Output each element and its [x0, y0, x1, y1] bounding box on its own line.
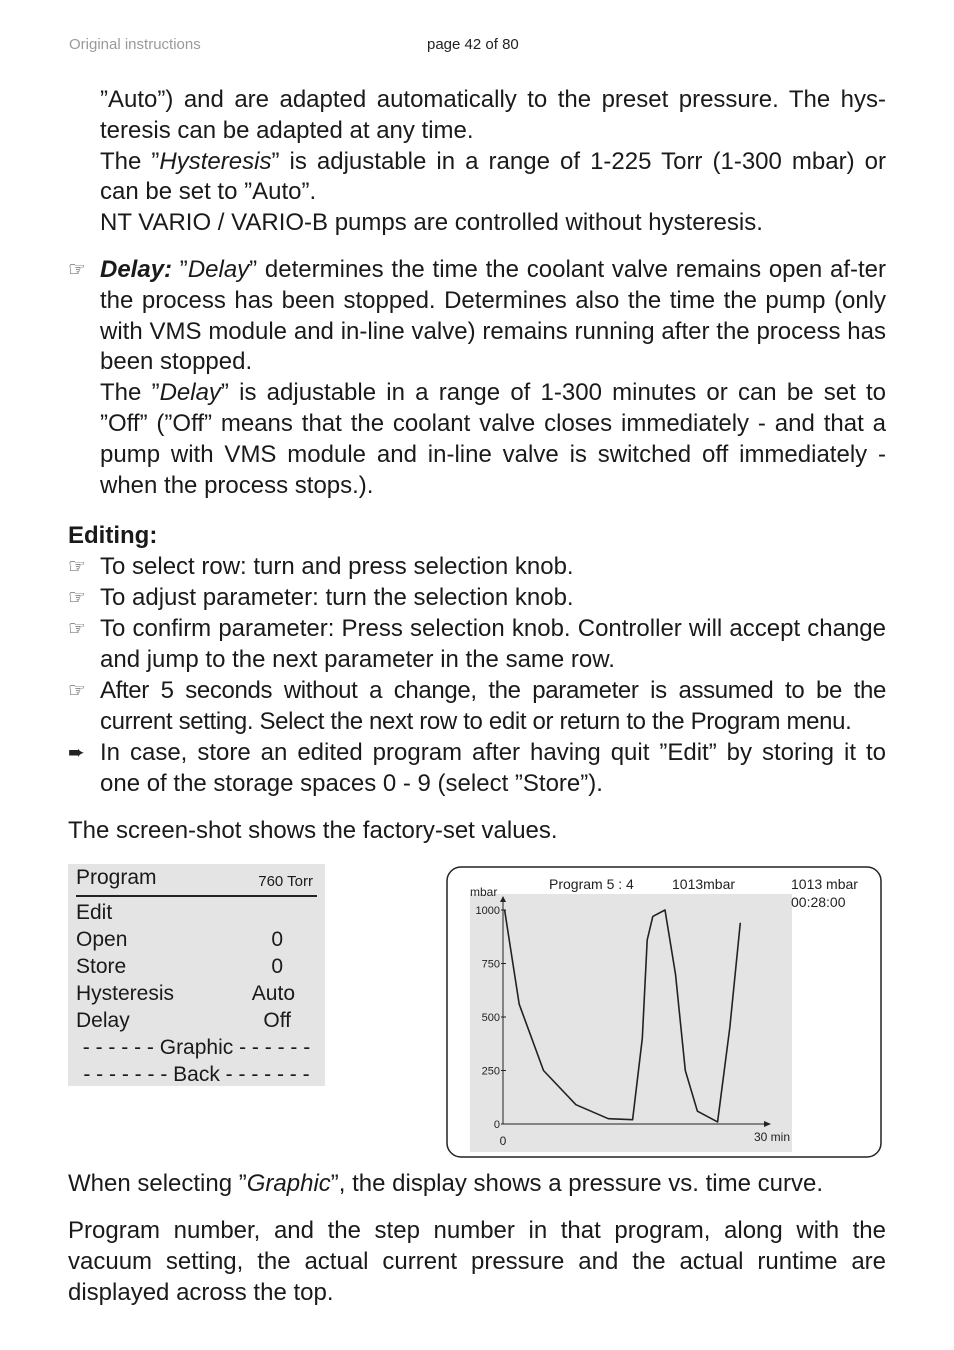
menu-title: Program [76, 866, 157, 889]
current-pressure-label: 1013 mbar [791, 876, 858, 892]
setpoint-label: 1013mbar [672, 876, 736, 892]
header-original-instructions: Original instructions [69, 36, 201, 53]
pointing-hand-icon: ☞ [68, 618, 86, 640]
menu-row-store[interactable] [76, 953, 317, 980]
delay-label: Delay: [100, 256, 173, 283]
editing-item-4: After 5 seconds without a change, the parameter is assumed to be the current setting. Select the next row to edit or return to the Program menu. [100, 677, 886, 735]
delay-quote: ” [172, 256, 188, 283]
arrow-icon: ➨ [68, 742, 85, 764]
x-tick-end: 30 min [754, 1130, 791, 1144]
display-description: Program number, and the step number in that program, along with the vacuum setting, the actual current pressure and the actual runtime are displayed across the top. [68, 1217, 886, 1306]
delay-text2-pre: The ” [100, 379, 160, 407]
plot-area [470, 894, 792, 1152]
intro-line2-pre: The ” [100, 147, 160, 175]
y-tick-label: 750 [481, 958, 500, 971]
menu-row-value: Auto [251, 982, 295, 1005]
menu-row-label: Hysteresis [76, 982, 175, 1005]
menu-pressure: 760 Torr [258, 873, 313, 890]
editing-heading: Editing: [68, 522, 158, 549]
runtime-label: 00:28:00 [791, 894, 846, 910]
menu-row-label: Store [76, 955, 127, 978]
pointing-hand-icon: ☞ [68, 259, 86, 281]
editing-note: In case, store an edited program after having quit ”Edit” by storing it to one of the storage spaces 0 - 9 (select ”Store”). [100, 739, 886, 797]
intro-line3: NT VARIO / VARIO-B pumps are controlled without hysteresis. [100, 209, 763, 237]
pointing-hand-icon: ☞ [68, 680, 86, 702]
delay-text [100, 255, 886, 501]
pressure-graph-display [446, 866, 882, 1158]
menu-row-label: Edit [76, 901, 113, 924]
y-tick-label: 1000 [475, 905, 500, 917]
delay-text2-italic: Delay [159, 379, 221, 407]
menu-row-value: Off [263, 1009, 291, 1032]
screenshot-caption: The screen-shot shows the factory-set values. [68, 817, 558, 844]
pointing-hand-icon: ☞ [68, 556, 86, 578]
closing-p1-post: ”, the display shows a pressure vs. time curve. [330, 1170, 823, 1197]
program-step-label: Program 5 : 4 [549, 876, 634, 892]
pointing-hand-icon: ☞ [68, 587, 86, 609]
editing-item-3: To confirm parameter: Press selection knob. Controller will accept change and jump to the next parameter in the same row. [100, 615, 886, 673]
menu-graphic-item[interactable]: - - - - - - Graphic - - - - - - [82, 1036, 311, 1059]
y-tick-label: 250 [481, 1065, 500, 1078]
menu-divider [76, 895, 317, 897]
intro-line2-post: ” is adjustable in a range of 1-225 Torr (1-300 mbar) or can be set to ”Auto”. [100, 147, 887, 206]
intro-line1: ”Auto”) and are adapted automatically to the preset pressure. The hys-teresis can be adapted at any time. [100, 86, 886, 144]
menu-row-delay[interactable] [76, 1007, 317, 1034]
editing-item-1: To select row: turn and press selection knob. [100, 553, 574, 580]
program-menu-display [68, 864, 325, 1086]
editing-item-2: To adjust parameter: turn the selection knob. [100, 584, 574, 611]
menu-row-hysteresis[interactable] [76, 980, 317, 1007]
hysteresis-text [100, 85, 886, 239]
y-unit-label: mbar [470, 885, 498, 899]
delay-italic: Delay [187, 256, 250, 283]
y-tick-label: 0 [493, 1119, 500, 1131]
menu-row-value: 0 [271, 928, 283, 951]
closing-p1-italic: Graphic [246, 1170, 331, 1197]
intro-line2-italic: Hysteresis [159, 147, 272, 175]
x-tick-start: 0 [499, 1134, 507, 1148]
graphic-description [68, 1169, 886, 1200]
closing-p1-pre: When selecting ” [68, 1170, 247, 1197]
menu-row-value: 0 [271, 955, 283, 978]
menu-row-edit[interactable] [76, 899, 317, 926]
menu-row-open[interactable] [76, 926, 317, 953]
menu-row-label: Open [76, 928, 128, 951]
delay-text1: ” determines the time the coolant valve remains open af-ter the process has been stopped. Determines also the time the pump (only with VMS module and in-line valve) remains running after the process has been stopped. [100, 256, 886, 376]
menu-back-item[interactable]: - - - - - - - Back - - - - - - - [83, 1063, 310, 1086]
page-number: page 42 of 80 [427, 36, 519, 53]
menu-row-label: Delay [76, 1009, 130, 1032]
y-tick-label: 500 [481, 1012, 500, 1024]
delay-text2-post: ” is adjustable in a range of 1-300 minutes or can be set to ”Off” (”Off” means that the coolant valve closes immediately - and that a pump with VMS module and in-line valve is switched off immediately - when the process stops.). [100, 379, 887, 499]
